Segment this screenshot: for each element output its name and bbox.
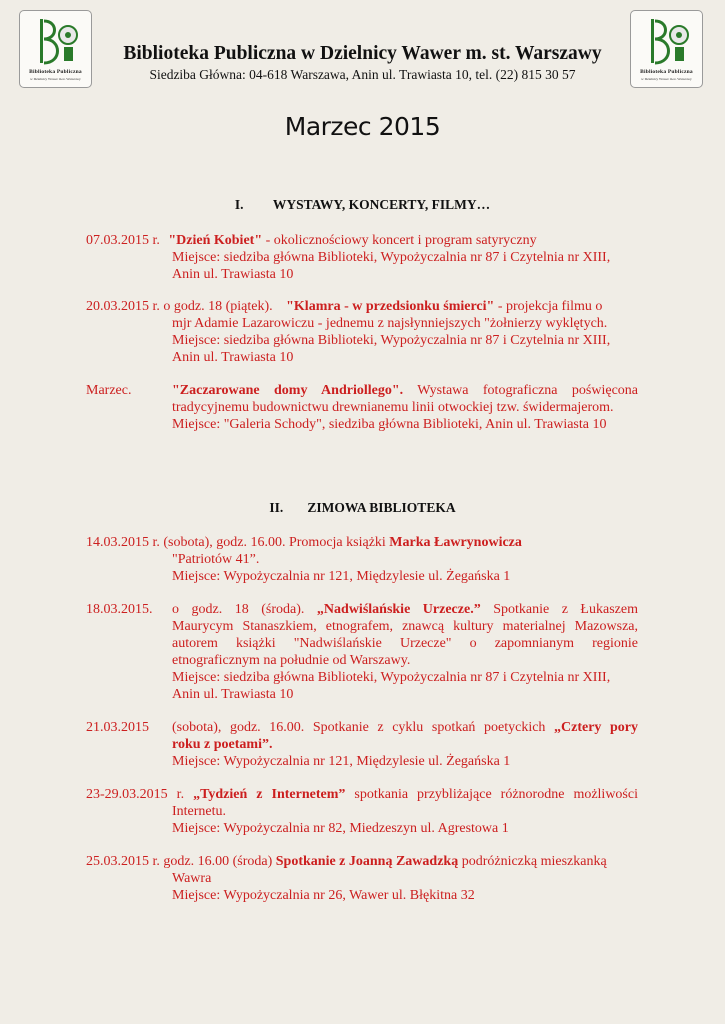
event-entry [172, 601, 638, 618]
library-logo-left [19, 10, 92, 88]
event-date: 14.03.2015 r. [86, 535, 160, 550]
library-logo-icon [641, 17, 693, 67]
event-description-line: etnograficznym na południe od Warszawy. [172, 653, 411, 668]
event-time: o godz. 18 (piątek). [163, 299, 273, 314]
event-entry [172, 382, 638, 399]
event-entry [86, 232, 537, 249]
event-description-line: Wawra [172, 871, 212, 886]
event-description: o godz. 18 (środa). [172, 602, 317, 617]
event-description: - okolicznościowy koncert i program satyryczny [262, 233, 537, 248]
section-title: ZIMOWA BIBLIOTEKA [307, 500, 456, 515]
event-description-line: "Patriotów 41”. [172, 552, 260, 567]
event-date: 18.03.2015. [86, 602, 153, 617]
event-title: "Klamra - w przedsionku śmierci" [286, 299, 495, 314]
section-heading [0, 500, 725, 516]
library-title: Biblioteka Publiczna w Dzielnicy Wawer m. st. Warszawy [123, 43, 602, 64]
section-number: II. [269, 500, 284, 515]
event-description: podróżniczką mieszkanką [458, 854, 607, 869]
event-description: Spotkanie z Łukaszem [480, 602, 638, 617]
event-location: Miejsce: Wypożyczalnia nr 26, Wawer ul. Błękitna 32 [172, 888, 475, 903]
event-entry [172, 719, 638, 736]
event-title: „Tydzień z Internetem” [193, 787, 346, 802]
event-date: 25.03.2015 r. [86, 854, 160, 869]
event-description: Wystawa fotograficzna poświęcona [403, 383, 638, 398]
event-address: Anin ul. Trawiasta 10 [172, 687, 294, 702]
library-logo-right [630, 10, 703, 88]
logo-caption: Biblioteka Publiczna [640, 69, 693, 75]
event-title-continued: roku z poetami”. [172, 737, 273, 752]
event-date: Marzec. [86, 383, 132, 398]
event-description: (sobota), godz. 16.00. Promocja książki [163, 535, 390, 550]
event-description: (sobota), godz. 16.00. Spotkanie z cyklu spotkań poetyckich [172, 720, 554, 735]
event-entry [86, 298, 602, 315]
event-description: godz. 16.00 (środa) [163, 854, 276, 869]
event-description-line: Maurycym Stanaszkiem, etnografem, znawcą kultury materialnej Mazowsza, [172, 619, 638, 634]
library-address: Siedziba Główna: 04-618 Warszawa, Anin ul. Trawiasta 10, tel. (22) 815 30 57 [149, 67, 576, 82]
event-description-line: mjr Adamie Lazarowiczu - jednemu z najsłynniejszych "żołnierzy wyklętych. [172, 316, 608, 331]
event-description: - projekcja filmu o [494, 299, 603, 314]
event-address: Anin ul. Trawiasta 10 [172, 350, 294, 365]
event-description-line: autorem książki "Nadwiślańskie Urzecze" o zapomnianym regionie [172, 636, 638, 651]
section-title: WYSTAWY, KONCERTY, FILMY… [272, 197, 491, 212]
month-title: Marzec 2015 [284, 112, 441, 141]
event-entry [86, 534, 522, 551]
event-description: spotkania przybliżające różnorodne możliwości [345, 787, 638, 802]
event-title: "Zaczarowane domy Andriollego". [172, 383, 404, 398]
event-entry [86, 853, 607, 870]
event-date: 20.03.2015 r. [86, 299, 160, 314]
section-number: I. [234, 197, 244, 212]
logo-caption: Biblioteka Publiczna [29, 69, 82, 75]
event-date: 07.03.2015 r. [86, 233, 160, 248]
event-title: "Dzień Kobiet" [168, 233, 263, 248]
event-location: Miejsce: siedziba główna Biblioteki, Wypożyczalnia nr 87 i Czytelnia nr XIII, [172, 670, 611, 685]
event-description-line: tradycyjnemu budownictwu drewnianemu linii otwockiej tzw. świdermajerom. [172, 400, 614, 415]
event-title: „Nadwiślańskie Urzecze.” [316, 602, 481, 617]
event-entry [86, 786, 638, 803]
event-title: „Cztery pory [554, 720, 638, 735]
event-location: Miejsce: siedziba główna Biblioteki, Wypożyczalnia nr 87 i Czytelnia nr XIII, [172, 250, 611, 265]
event-location: Miejsce: Wypożyczalnia nr 121, Międzylesie ul. Żegańska 1 [172, 754, 511, 769]
event-title: Spotkanie z Joanną Zawadzką [275, 854, 459, 869]
event-location: Miejsce: Wypożyczalnia nr 121, Międzylesie ul. Żegańska 1 [172, 569, 511, 584]
event-title: Marka Ławrynowicza [389, 535, 522, 550]
library-logo-icon [30, 17, 82, 67]
logo-subcaption: w Dzielnicy Wawer m.st. Warszawy [641, 77, 692, 81]
logo-subcaption: w Dzielnicy Wawer m.st. Warszawy [30, 77, 81, 81]
event-location: Miejsce: "Galeria Schody", siedziba główna Biblioteki, Anin ul. Trawiasta 10 [172, 417, 607, 432]
event-location: Miejsce: Wypożyczalnia nr 82, Miedzeszyn ul. Agrestowa 1 [172, 821, 509, 836]
event-date: 23-29.03.2015 r. [86, 787, 194, 802]
event-date: 21.03.2015 [86, 720, 149, 735]
event-location: Miejsce: siedziba główna Biblioteki, Wypożyczalnia nr 87 i Czytelnia nr XIII, [172, 333, 611, 348]
event-description-line: Internetu. [172, 804, 227, 819]
section-heading [0, 197, 725, 213]
event-address: Anin ul. Trawiasta 10 [172, 267, 294, 282]
